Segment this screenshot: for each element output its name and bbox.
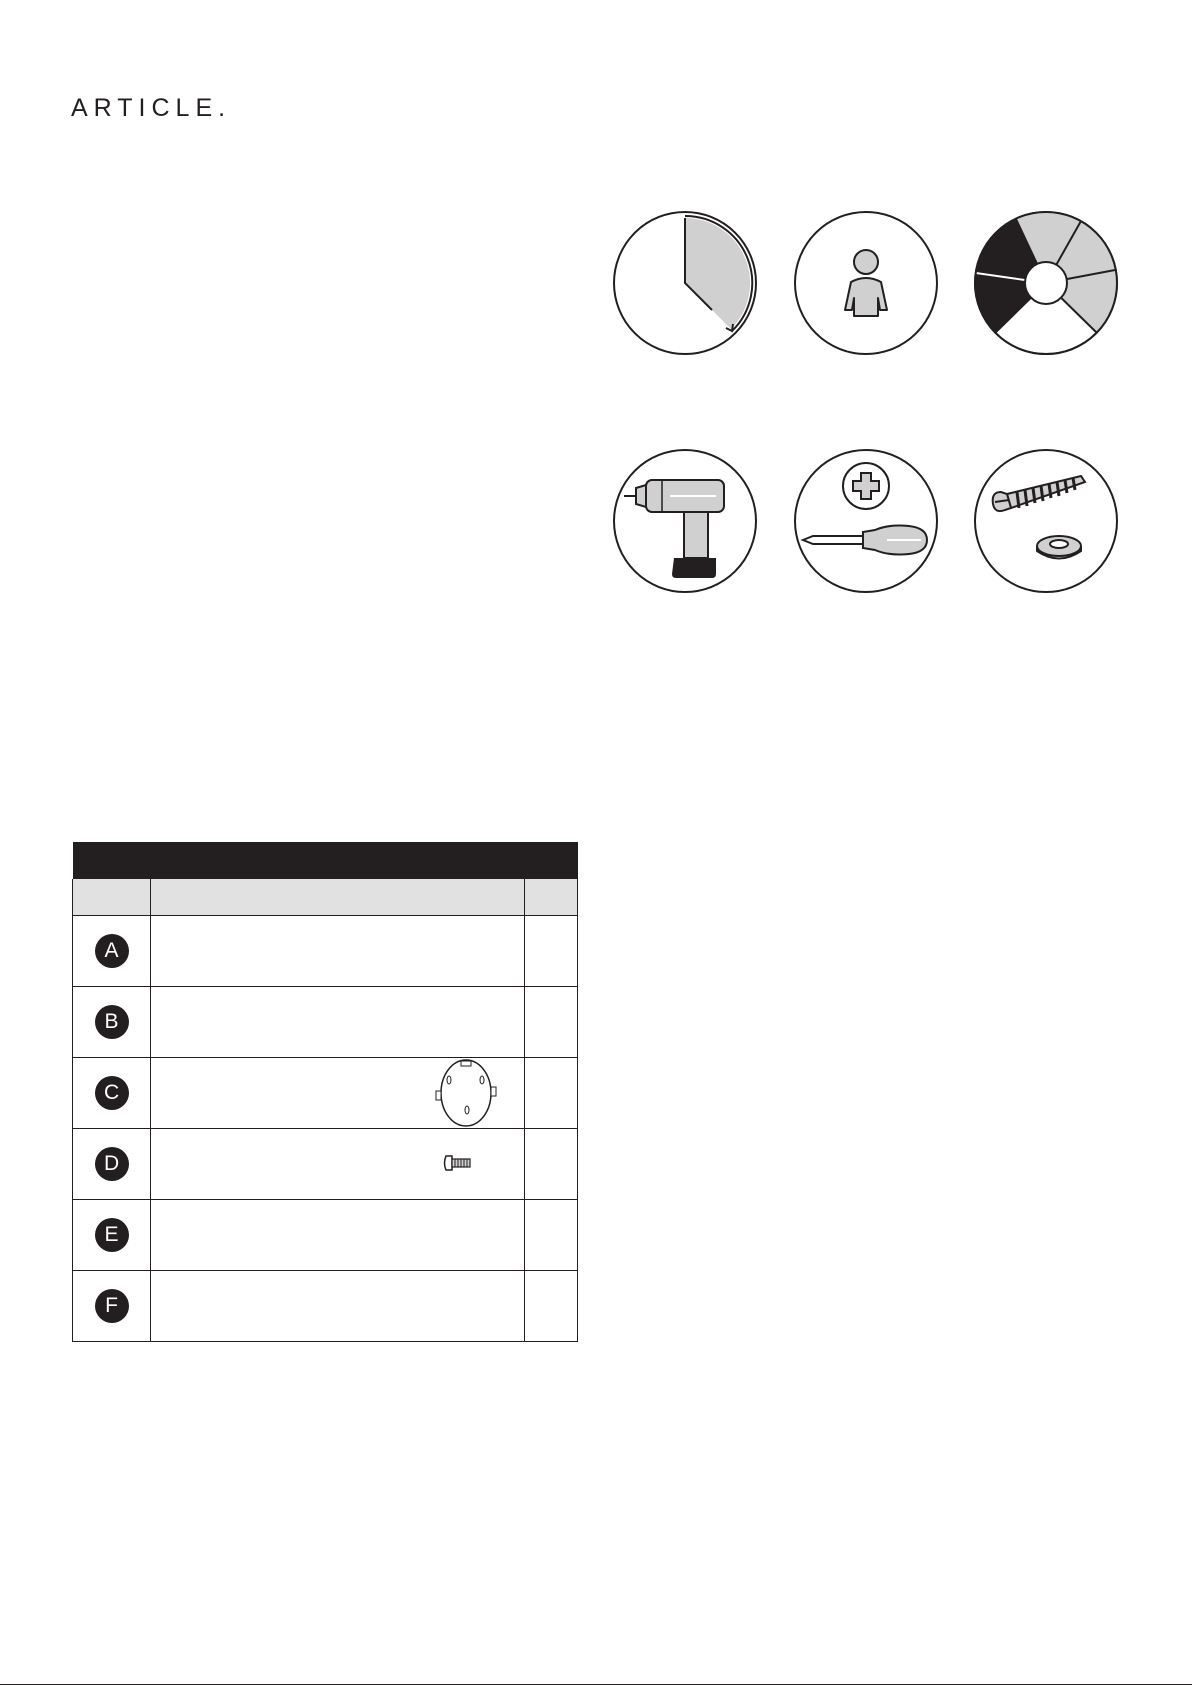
part-quantity-cell bbox=[524, 1200, 577, 1271]
part-description-cell bbox=[151, 1058, 525, 1129]
part-label-badge: D bbox=[95, 1147, 129, 1181]
part-label-badge: B bbox=[95, 1005, 129, 1039]
table-row bbox=[73, 916, 578, 987]
table-row bbox=[73, 987, 578, 1058]
part-description-cell bbox=[151, 987, 525, 1058]
table-row bbox=[73, 1058, 578, 1129]
table-row bbox=[73, 1129, 578, 1200]
table-row bbox=[73, 1200, 578, 1271]
one-person-icon bbox=[793, 210, 939, 356]
parts-table-title bbox=[73, 842, 578, 879]
part-label-badge: C bbox=[95, 1076, 129, 1110]
brand-logo: ARTICLE. bbox=[71, 94, 232, 122]
part-description-cell bbox=[151, 1200, 525, 1271]
part-quantity-cell bbox=[524, 1271, 577, 1342]
part-description-cell bbox=[151, 916, 525, 987]
header-label-cell bbox=[73, 879, 151, 916]
header-quantity-cell bbox=[524, 879, 577, 916]
part-label-badge: A bbox=[95, 934, 129, 968]
table-row bbox=[73, 1271, 578, 1342]
bolt-icon bbox=[443, 1153, 477, 1173]
part-description-cell bbox=[151, 1129, 525, 1200]
mounting-plate-icon bbox=[432, 1058, 502, 1128]
screw-and-washer-icon bbox=[973, 448, 1119, 594]
parts-list-table bbox=[72, 842, 578, 1342]
parts-table-header bbox=[73, 879, 578, 916]
parts-table-title-bar bbox=[73, 842, 578, 879]
part-quantity-cell bbox=[524, 987, 577, 1058]
difficulty-wheel-icon bbox=[973, 210, 1119, 356]
part-label-badge: F bbox=[95, 1289, 129, 1323]
header-description-cell bbox=[151, 879, 525, 916]
power-drill-icon bbox=[612, 448, 758, 594]
part-quantity-cell bbox=[524, 916, 577, 987]
clock-time-icon bbox=[612, 210, 758, 356]
part-quantity-cell bbox=[524, 1058, 577, 1129]
part-description-cell bbox=[151, 1271, 525, 1342]
phillips-screwdriver-icon bbox=[793, 448, 939, 594]
part-label-badge: E bbox=[95, 1218, 129, 1252]
part-quantity-cell bbox=[524, 1129, 577, 1200]
